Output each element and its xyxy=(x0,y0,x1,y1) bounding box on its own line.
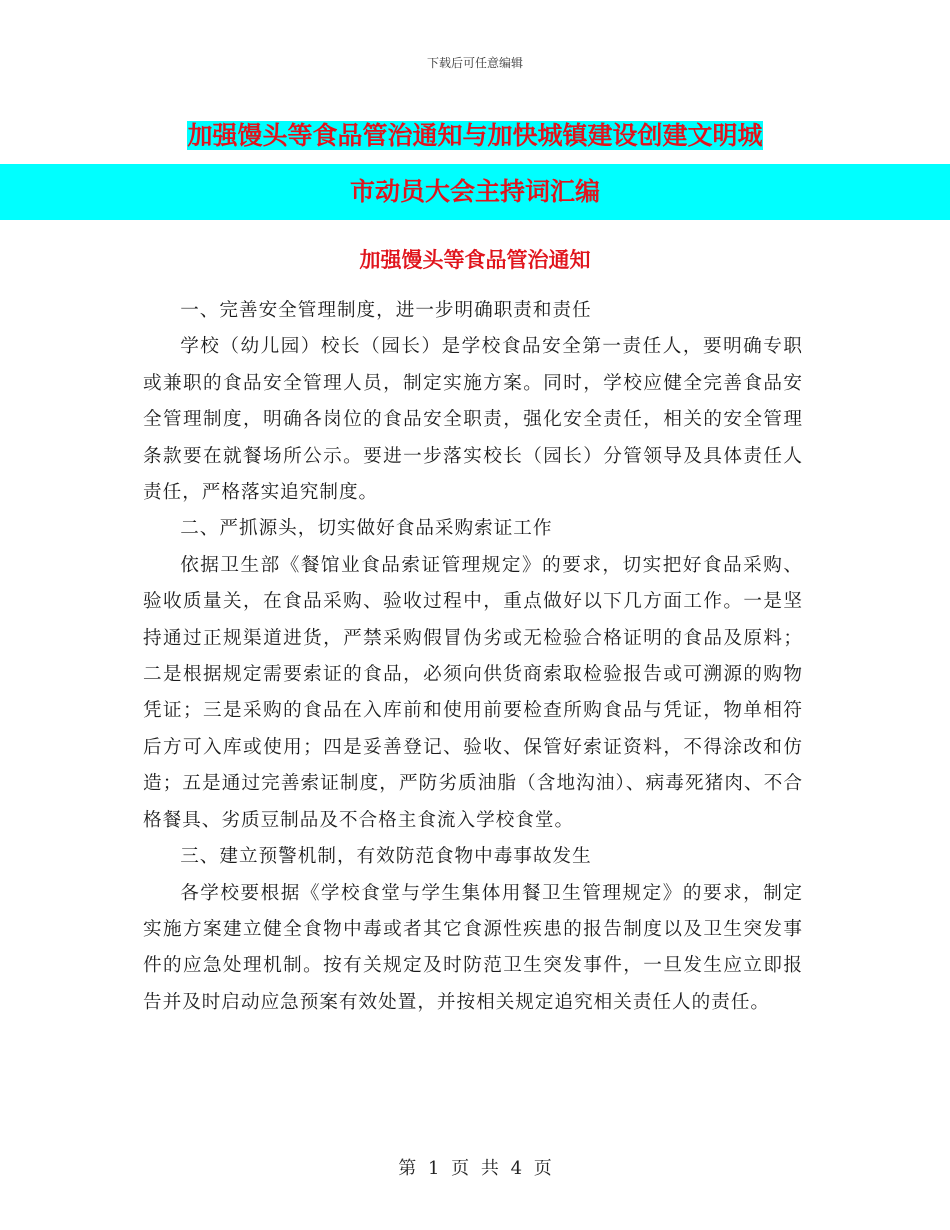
document-title-line-2: 市动员大会主持词汇编 xyxy=(349,177,600,206)
heading-1: 一、完善安全管理制度，进一步明确职责和责任 xyxy=(180,300,592,321)
paragraph-2: 依据卫生部《餐馆业食品索证管理规定》的要求，切实把好食品采购、验收质量关，在食品采购、验收过程中，重点做好以下几方面工作。一是坚持通过正规渠道进货，严禁采购假冒伪劣或无检验合格证明的食品及原料；二是根据规定需要索证的食品，必须向供货商索取检验报告或可溯源的购物凭证；三是采购的食品在入库前和使用前要检查所购食品与凭证，物单相符后方可入库或使用；四是妥善登记、验收、保管好索证资料，不得涂改和仿造；五是通过完善索证制度，严防劣质油脂（含地沟油）、病毒死猪肉、不合格餐具、劣质豆制品及不合格主食流入学校食堂。 xyxy=(143,554,803,831)
body-content xyxy=(143,293,803,1021)
paragraph-1: 学校（幼儿园）校长（园长）是学校食品安全第一责任人，要明确专职或兼职的食品安全管理人员，制定实施方案。同时，学校应健全完善食品安全管理制度，明确各岗位的食品安全职责，强化安全责任，相关的安全管理条款要在就餐场所公示。要进一步落实校长（园长）分管领导及具体责任人责任，严格落实追究制度。 xyxy=(143,336,803,504)
page-footer: 第 1 页 共 4 页 xyxy=(398,1158,552,1179)
document-title xyxy=(0,108,950,220)
section-title: 加强馒头等食品管治通知 xyxy=(359,247,591,272)
paragraph-3: 各学校要根据《学校食堂与学生集体用餐卫生管理规定》的要求，制定实施方案建立健全食物中毒或者其它食源性疾患的报告制度以及卫生突发事件的应急处理机制。按有关规定及时防范卫生突发事件，一旦发生应立即报告并及时启动应急预案有效处置，并按相关规定追究相关责任人的责任。 xyxy=(143,882,803,1013)
document-title-line-2-wrap xyxy=(0,164,950,220)
page-header: 下载后可任意编辑 xyxy=(426,56,523,70)
heading-2: 二、严抓源头，切实做好食品采购索证工作 xyxy=(180,518,553,540)
heading-3: 三、建立预警机制，有效防范食物中毒事故发生 xyxy=(180,846,592,868)
document-title-line-1: 加强馒头等食品管治通知与加快城镇建设创建文明城 xyxy=(187,121,763,150)
